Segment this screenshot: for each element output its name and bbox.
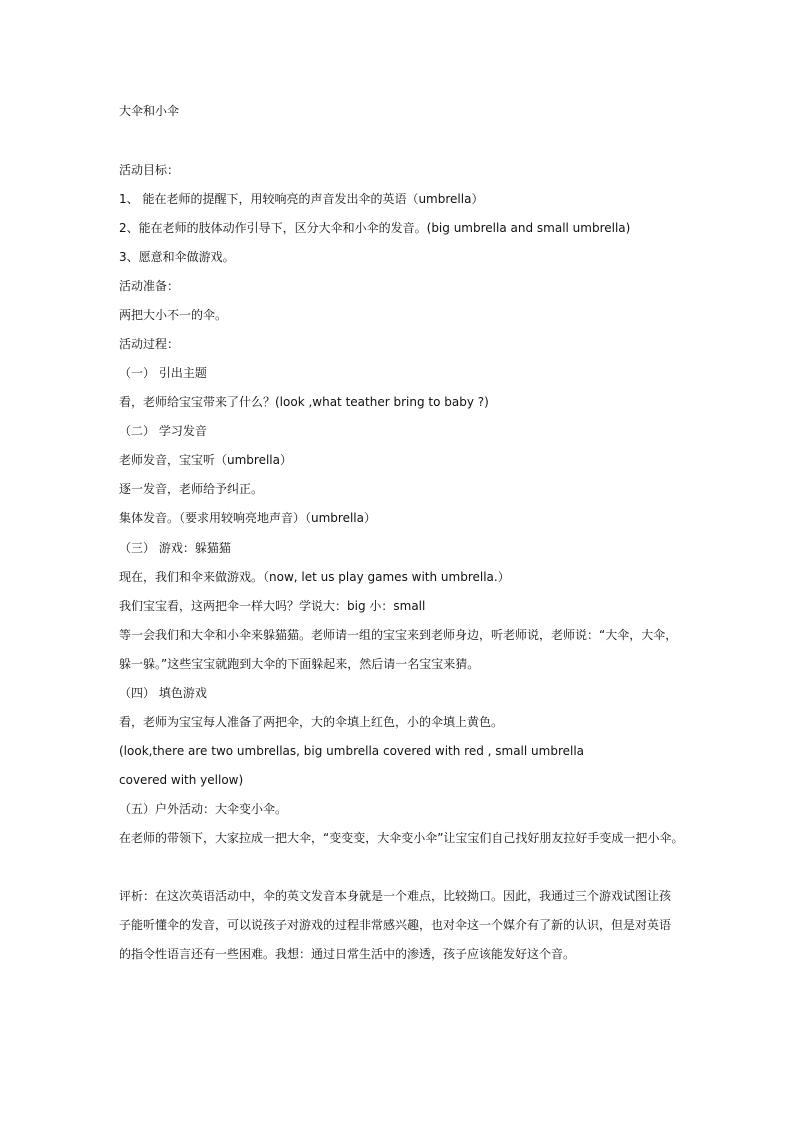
paragraph-line: 看，老师为宝宝每人准备了两把伞，大的伞填上红色，小的伞填上黄色。 [119,715,504,729]
evaluation-line: 评析：在这次英语活动中，伞的英文发音本身就是一个难点，比较拗口。因此，我通过三个游戏试图让孩 [119,889,672,903]
preparation-text: 两把大小不一的伞。 [119,308,228,322]
paragraph-line: 我们宝宝看，这两把伞一样大吗？学说大：big 小：small [119,599,426,613]
paragraph-line: 集体发音。（要求用较响亮地声音）（umbrella） [119,511,376,525]
paragraph-line: 老师发音，宝宝听（umbrella） [119,453,292,467]
goal-item-3: 3、愿意和伞做游戏。 [119,250,235,264]
step-heading-2: （二） 学习发音 [119,424,207,438]
goal-item-1: 1、 能在老师的提醒下，用较响亮的声音发出伞的英语（umbrella） [119,192,484,206]
section-heading-goals: 活动目标： [119,163,180,177]
document-title: 大伞和小伞 [119,104,180,118]
evaluation-line: 的指令性语言还有一些困难。我想：通过日常生活中的渗透，孩子应该能发好这个音。 [119,947,576,961]
paragraph-line: covered with yellow) [119,773,244,787]
paragraph-line: 等一会我们和大伞和小伞来躲猫猫。老师请一组的宝宝来到老师身边，听老师说，老师说：“大伞，大伞， [119,628,678,642]
evaluation-line: 子能听懂伞的发音，可以说孩子对游戏的过程非常感兴趣，也对伞这一个媒介有了新的认识，但是对英语 [119,918,672,932]
step-heading-3: （三） 游戏：躲猫猫 [119,541,231,555]
paragraph-line: (look,there are two umbrellas, big umbrella covered with red , small umbrella [119,744,585,758]
step-heading-4: （四） 填色游戏 [119,686,207,700]
goal-item-2: 2、能在老师的肢体动作引导下，区分大伞和小伞的发音。(big umbrella and small umbrella) [119,221,631,235]
paragraph-line: 逐一发音，老师给予纠正。 [119,482,264,496]
section-heading-process: 活动过程： [119,337,180,351]
step-heading-5: （五）户外活动：大伞变小伞。 [119,802,288,816]
paragraph-line: 现在，我们和伞来做游戏。（now, let us play games with umbrella.） [119,570,510,584]
step-heading-1: （一） 引出主题 [119,366,207,380]
paragraph-line: 躲一躲。”这些宝宝就跑到大伞的下面躲起来，然后请一名宝宝来猜。 [119,657,480,671]
section-heading-preparation: 活动准备： [119,279,180,293]
paragraph-line: 在老师的带领下，大家拉成一把大伞，“变变变，大伞变小伞”让宝宝们自己找好朋友拉好手变成一把小伞。 [119,831,684,845]
paragraph-line: 看，老师给宝宝带来了什么？(look ,what teather bring to baby ?) [119,395,489,409]
